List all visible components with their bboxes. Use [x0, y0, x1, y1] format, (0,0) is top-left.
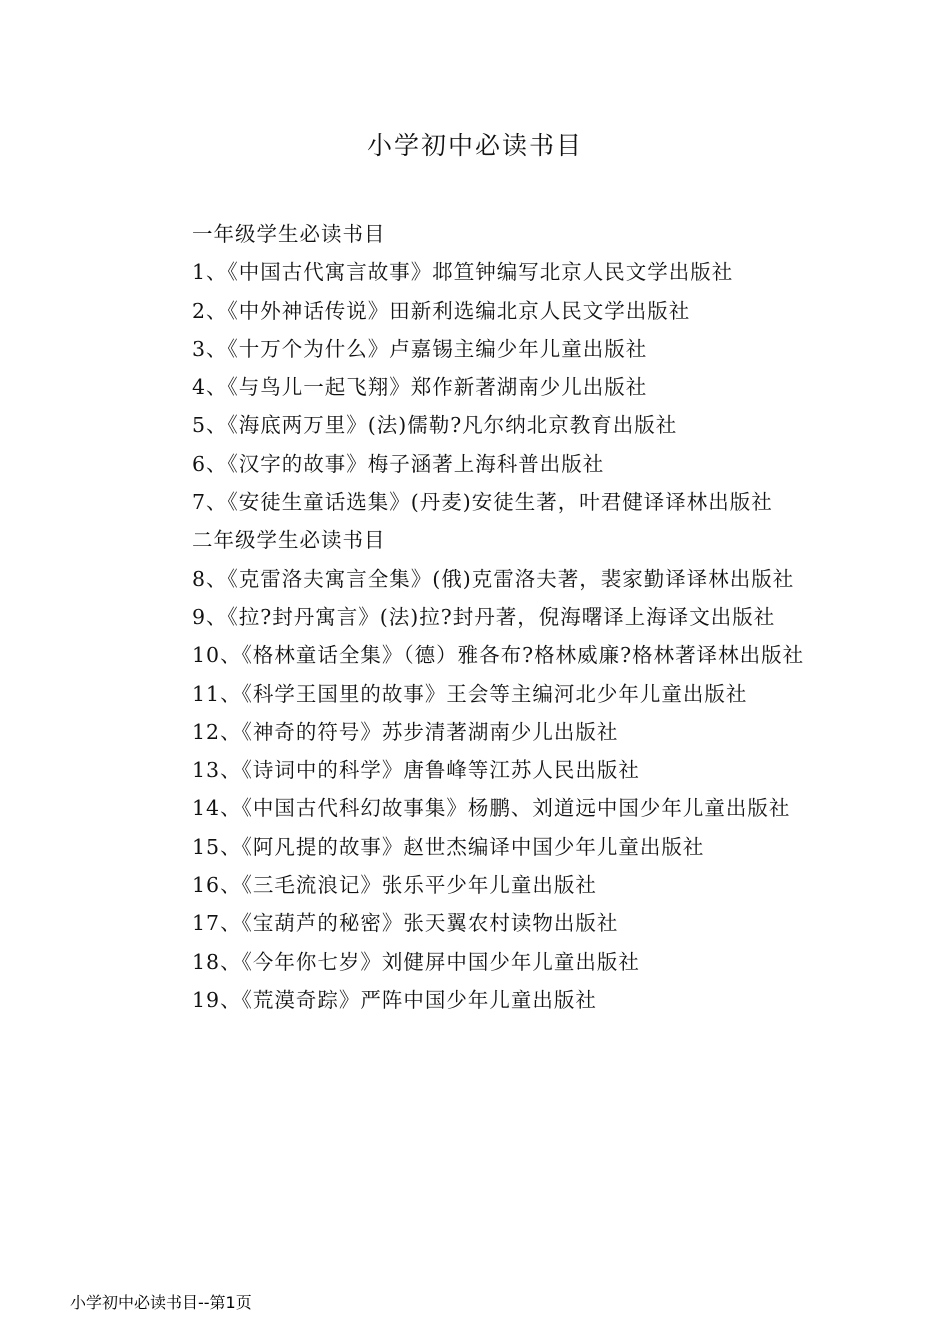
page-title: 小学初中必读书目 — [366, 131, 583, 160]
book-item: 15、《阿凡提的故事》赵世杰编译中国少年儿童出版社 — [192, 834, 705, 859]
book-item: 11、《科学王国里的故事》王会等主编河北少年儿童出版社 — [192, 681, 748, 706]
book-item: 13、《诗词中的科学》唐鲁峰等江苏人民出版社 — [192, 758, 640, 783]
book-item: 12、《神奇的符号》苏步清著湖南少儿出版社 — [192, 719, 619, 744]
book-item: 6、《汉字的故事》梅子涵著上海科普出版社 — [192, 451, 605, 476]
book-item: 1、《中国古代寓言故事》邶笪钟编写北京人民文学出版社 — [192, 260, 734, 285]
book-item: 19、《荒漠奇踪》严阵中国少年儿童出版社 — [192, 987, 597, 1012]
section-heading-grade-2: 二年级学生必读书目 — [192, 528, 386, 553]
book-item: 8、《克雷洛夫寓言全集》(俄)克雷洛夫著，裴家勤译译林出版社 — [192, 566, 795, 591]
book-item: 18、《今年你七岁》刘健屏中国少年儿童出版社 — [192, 949, 640, 974]
book-item: 17、《宝葫芦的秘密》张天翼农村读物出版社 — [192, 911, 619, 936]
book-item: 5、《海底两万里》(法)儒勒?凡尔纳北京教育出版社 — [192, 413, 678, 438]
book-item: 2、《中外神话传说》田新利选编北京人民文学出版社 — [192, 298, 691, 323]
book-item: 10、《格林童话全集》（德）雅各布?格林威廉?格林著译林出版社 — [192, 643, 805, 668]
book-item: 4、《与鸟儿一起飞翔》郑作新著湖南少儿出版社 — [192, 375, 648, 400]
book-item: 9、《拉?封丹寓言》(法)拉?封丹著，倪海曙译上海译文出版社 — [192, 604, 776, 629]
book-item: 7、《安徒生童话选集》(丹麦)安徒生著，叶君健译译林出版社 — [192, 490, 773, 515]
book-item: 3、《十万个为什么》卢嘉锡主编少年儿童出版社 — [192, 336, 648, 361]
book-item: 14、《中国古代科幻故事集》杨鹏、刘道远中国少年儿童出版社 — [192, 796, 791, 821]
document-body — [145, 215, 810, 1019]
book-item: 16、《三毛流浪记》张乐平少年儿童出版社 — [192, 873, 597, 898]
page-footer: 小学初中必读书目--第1页 — [70, 1293, 252, 1312]
section-heading-grade-1: 一年级学生必读书目 — [192, 222, 386, 246]
